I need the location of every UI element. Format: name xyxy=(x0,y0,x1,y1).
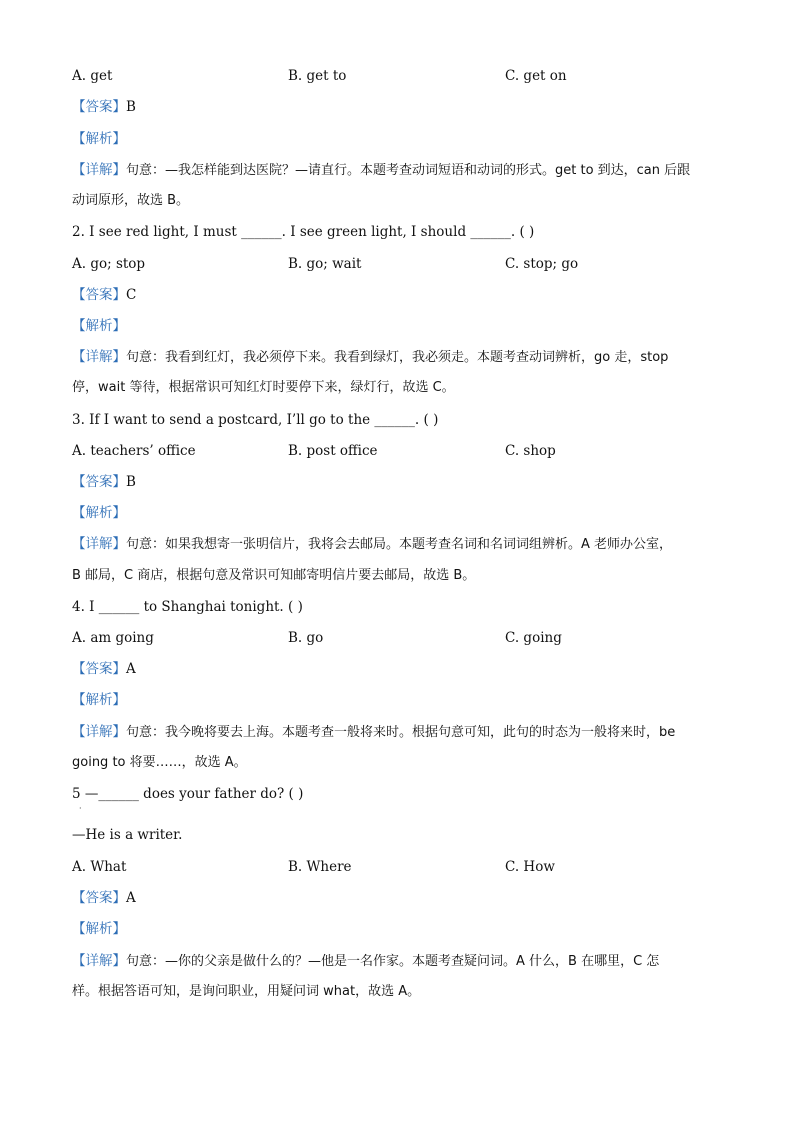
q3-analysis xyxy=(72,504,722,522)
q3-question: 3. If I want to send a postcard, I’ll go to the ______. ( ) xyxy=(72,412,439,428)
q3-detail-tag: 【详解】 xyxy=(72,536,126,552)
q5-reply: —He is a writer. xyxy=(72,827,183,843)
q2-analysis-tag: 【解析】 xyxy=(72,318,126,334)
q1-detail-tag: 【详解】 xyxy=(72,162,126,178)
q2-option-b: B. go; wait xyxy=(288,256,362,272)
q2-analysis xyxy=(72,317,722,335)
q3-option-a: A. teachers’ office xyxy=(72,443,196,459)
q3-answer xyxy=(72,473,722,491)
q2-detail-line1 xyxy=(72,348,722,367)
q4-answer-tag: 【答案】 xyxy=(72,661,126,677)
q1-analysis xyxy=(72,130,722,148)
q1-analysis-tag: 【解析】 xyxy=(72,131,126,147)
q4-detail-text: 句意：我今晚将要去上海。本题考查一般将来时。根据句意可知，此句的时态为一般将来时，be xyxy=(126,725,676,740)
q4-answer xyxy=(72,660,722,678)
q2-detail-line2: 停，wait 等待，根据常识可知红灯时要停下来，绿灯行，故选 C。 xyxy=(72,380,455,395)
q2-answer-tag: 【答案】 xyxy=(72,287,126,303)
q4-detail-line2: going to 将要……，故选 A。 xyxy=(72,755,247,770)
q3-detail-line2: B 邮局，C 商店，根据句意及常识可知邮寄明信片要去邮局，故选 B。 xyxy=(72,568,476,583)
q4-option-a: A. am going xyxy=(72,630,154,646)
q3-answer-value: B xyxy=(126,474,136,490)
q4-answer-value: A xyxy=(126,661,136,677)
q5-detail-tag: 【详解】 xyxy=(72,953,126,969)
q4-detail-line1 xyxy=(72,723,722,742)
q4-analysis xyxy=(72,691,722,709)
q2-detail-text: 句意：我看到红灯，我必须停下来。我看到绿灯，我必须走。本题考查动词辨析，go 走，stop xyxy=(126,350,669,365)
q1-option-c: C. get on xyxy=(505,68,567,84)
q3-detail-text: 句意：如果我想寄一张明信片，我将会去邮局。本题考查名词和名词词组辨析。A 老师办公室， xyxy=(126,537,673,552)
q5-question: 5 —______ does your father do? ( ) xyxy=(72,786,304,802)
q2-option-a: A. go; stop xyxy=(72,256,146,272)
q1-option-a: A. get xyxy=(72,68,113,84)
q5-detail-line1 xyxy=(72,952,722,971)
q2-answer xyxy=(72,286,722,304)
q5-analysis-tag: 【解析】 xyxy=(72,921,126,937)
q5-answer-value: A xyxy=(126,890,136,906)
q3-option-c: C. shop xyxy=(505,443,556,459)
q1-answer-tag: 【答案】 xyxy=(72,99,126,115)
q1-answer-value: B xyxy=(126,99,136,115)
q2-detail-tag: 【详解】 xyxy=(72,349,126,365)
q4-option-c: C. going xyxy=(505,630,562,646)
q4-question: 4. I ______ to Shanghai tonight. ( ) xyxy=(72,599,303,615)
q5-option-c: C. How xyxy=(505,859,555,875)
q1-option-b: B. get to xyxy=(288,68,347,84)
q5-answer-tag: 【答案】 xyxy=(72,890,126,906)
q5-number-mark: · xyxy=(79,804,82,813)
q3-answer-tag: 【答案】 xyxy=(72,474,126,490)
q1-detail-text: 句意：—我怎样能到达医院？—请直行。本题考查动词短语和动词的形式。get to 到达，can 后跟 xyxy=(126,163,691,178)
q2-answer-value: C xyxy=(126,287,137,303)
q4-detail-tag: 【详解】 xyxy=(72,724,126,740)
q4-option-b: B. go xyxy=(288,630,324,646)
q3-option-b: B. post office xyxy=(288,443,378,459)
q1-answer xyxy=(72,98,722,116)
q5-option-b: B. Where xyxy=(288,859,352,875)
q5-answer xyxy=(72,889,722,907)
q5-option-a: A. What xyxy=(72,859,127,875)
q2-question: 2. I see red light, I must ______. I see green light, I should ______. ( ) xyxy=(72,224,535,240)
q1-detail-line2: 动词原形，故选 B。 xyxy=(72,193,190,208)
q5-detail-text: 句意：—你的父亲是做什么的？—他是一名作家。本题考查疑问词。A 什么，B 在哪里，C 怎 xyxy=(126,954,660,969)
q5-analysis xyxy=(72,920,722,938)
q3-analysis-tag: 【解析】 xyxy=(72,505,126,521)
q5-detail-line2: 样。根据答语可知，是询问职业，用疑问词 what，故选 A。 xyxy=(72,984,421,999)
q2-option-c: C. stop; go xyxy=(505,256,579,272)
q3-detail-line1 xyxy=(72,535,722,554)
q4-analysis-tag: 【解析】 xyxy=(72,692,126,708)
q1-detail-line1 xyxy=(72,161,722,180)
